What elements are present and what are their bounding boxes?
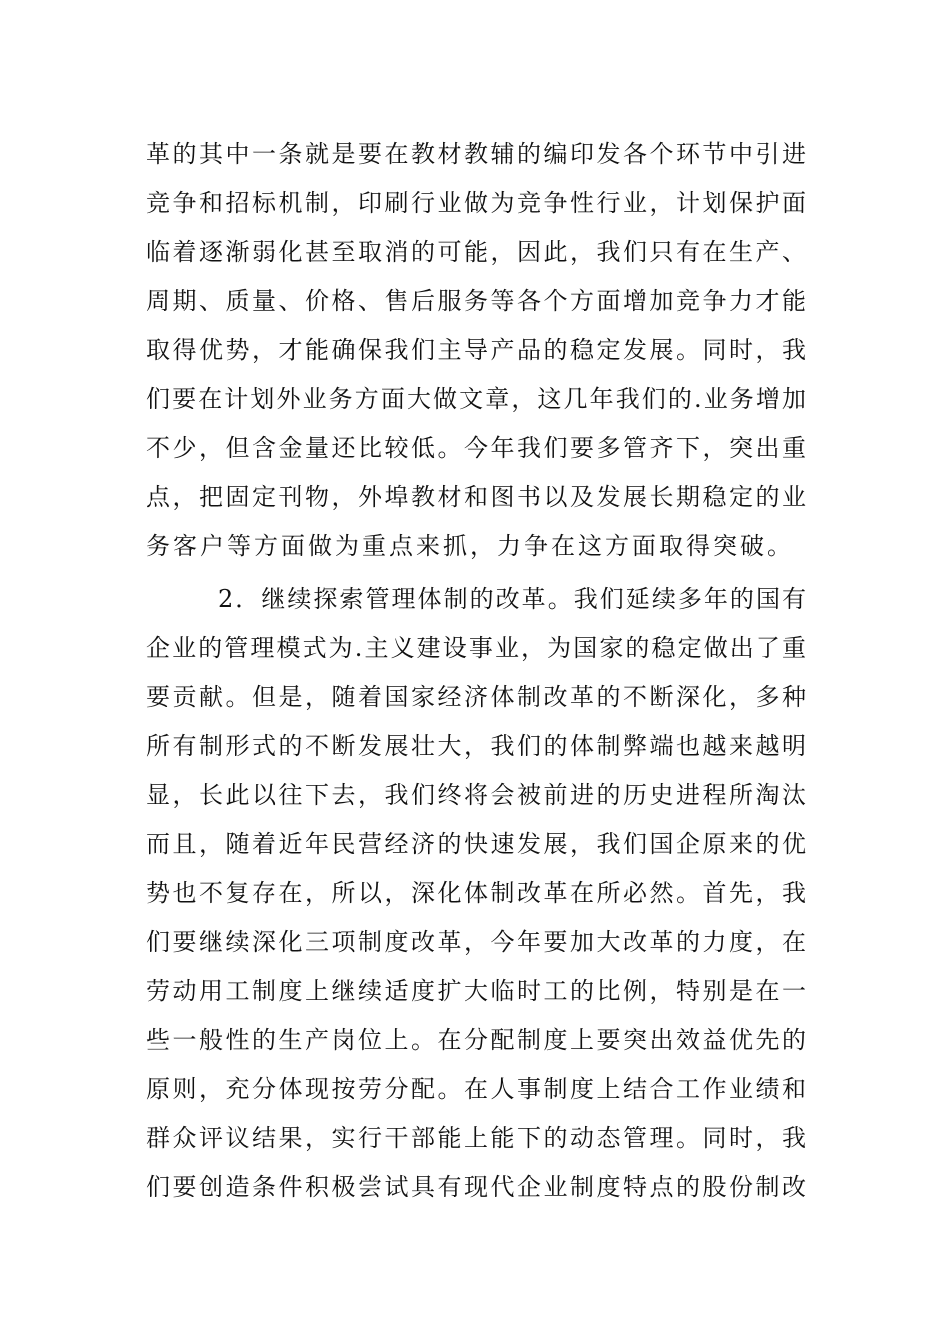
text-line: 们要在计划外业务方面大做文章，这几年我们的.业务增加 <box>146 385 806 413</box>
paragraph-start-line: 2．继续探索管理体制的改革。我们延续多年的国有 <box>218 585 806 613</box>
text-line: 取得优势，才能确保我们主导产品的稳定发展。同时，我 <box>146 336 806 364</box>
text-line: 们要创造条件积极尝试具有现代企业制度特点的股份制改 <box>146 1173 806 1201</box>
text-line: 革的其中一条就是要在教材教辅的编印发各个环节中引进 <box>146 140 806 168</box>
text-line: 群众评议结果，实行干部能上能下的动态管理。同时，我 <box>146 1124 806 1152</box>
text-line: 要贡献。但是，随着国家经济体制改革的不断深化，多种 <box>146 683 806 711</box>
text-line: 们要继续深化三项制度改革，今年要加大改革的力度，在 <box>146 928 806 956</box>
text-line: 点，把固定刊物，外埠教材和图书以及发展长期稳定的业 <box>146 483 806 511</box>
text-line: 所有制形式的不断发展壮大，我们的体制弊端也越来越明 <box>146 732 806 760</box>
text-line: 临着逐渐弱化甚至取消的可能，因此，我们只有在生产、 <box>146 238 806 266</box>
text-line: 而且，随着近年民营经济的快速发展，我们国企原来的优 <box>146 830 806 858</box>
text-line: 周期、质量、价格、售后服务等各个方面增加竞争力才能 <box>146 287 806 315</box>
text-line: 劳动用工制度上继续适度扩大临时工的比例，特别是在一 <box>146 977 806 1005</box>
text-line: 些一般性的生产岗位上。在分配制度上要突出效益优先的 <box>146 1026 806 1054</box>
text-line: 不少，但含金量还比较低。今年我们要多管齐下，突出重 <box>146 434 806 462</box>
text-line: 显，长此以往下去，我们终将会被前进的历史进程所淘汰 <box>146 781 806 809</box>
text-line: 企业的管理模式为.主义建设事业，为国家的稳定做出了重 <box>146 634 806 662</box>
paragraph-end-line: 务客户等方面做为重点来抓，力争在这方面取得突破。 <box>146 532 794 560</box>
text-line: 竞争和招标机制，印刷行业做为竞争性行业，计划保护面 <box>146 189 806 217</box>
text-line: 原则，充分体现按劳分配。在人事制度上结合工作业绩和 <box>146 1075 806 1103</box>
text-line: 势也不复存在，所以，深化体制改革在所必然。首先，我 <box>146 879 806 907</box>
